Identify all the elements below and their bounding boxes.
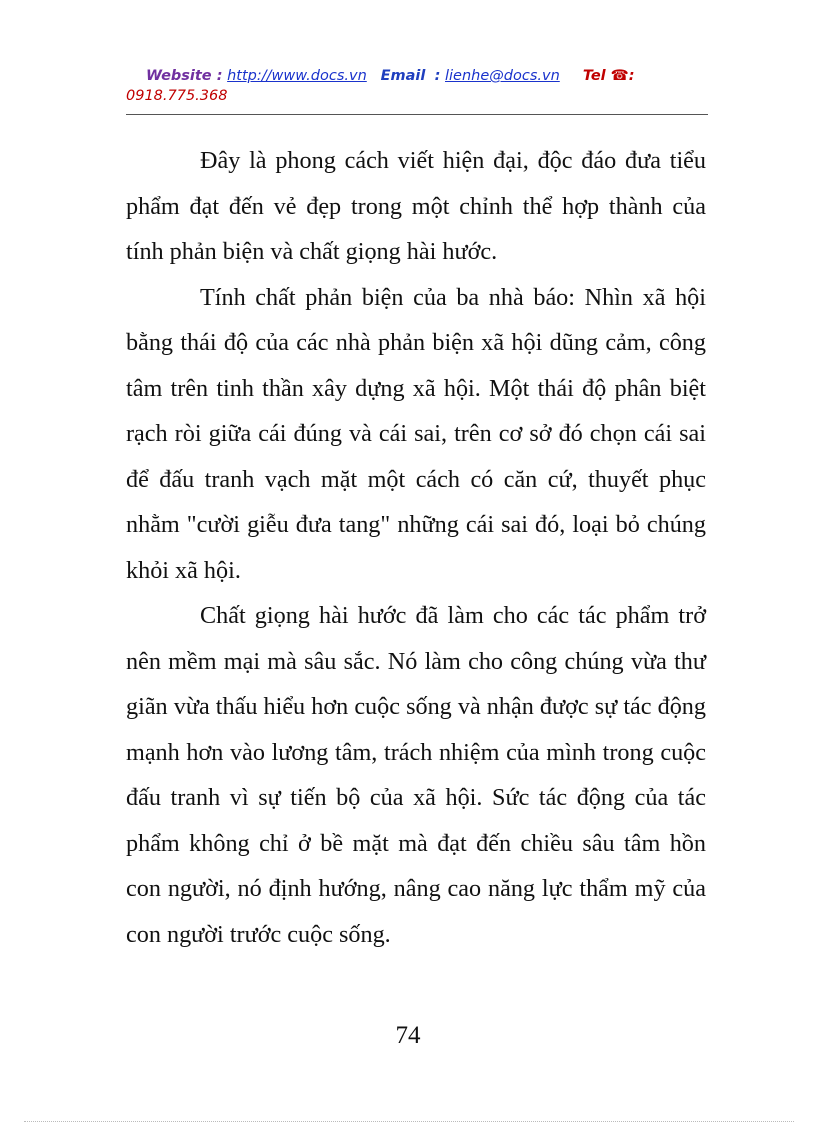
email-link[interactable]: lienhe@docs.vn xyxy=(445,68,560,84)
page-bottom-divider xyxy=(24,1121,794,1122)
page-number: 74 xyxy=(395,1022,421,1049)
header-divider xyxy=(126,114,708,115)
header-contact-line xyxy=(126,66,708,86)
tel-label: Tel ☎: xyxy=(582,68,635,84)
body-text xyxy=(126,138,706,957)
email-label: Email xyxy=(380,68,426,84)
page-header xyxy=(126,66,708,106)
paragraph-3: Chất giọng hài hước đã làm cho các tác phẩm trở nên mềm mại mà sâu sắc. Nó làm cho công chúng vừa thư giãn vừa thấu hiểu hơn cuộc sống và nhận được sự tác động mạnh hơn vào lương tâm, trách nhiệm của mình trong cuộc đấu tranh vì sự tiến bộ của xã hội. Sức tác động của tác phẩm không chỉ ở bề mặt mà đạt đến chiều sâu tâm hồn con người, nó định hướng, nâng cao năng lực thẩm mỹ của con người trước cuộc sống. xyxy=(126,602,706,948)
website-link[interactable]: http://www.docs.vn xyxy=(227,68,367,84)
email-separator: : xyxy=(434,68,441,84)
paragraph-2: Tính chất phản biện của ba nhà báo: Nhìn xã hội bằng thái độ của các nhà phản biện xã hội dũng cảm, công tâm trên tinh thần xây dựng xã hội. Một thái độ phân biệt rạch ròi giữa cái đúng và cái sai, trên cơ sở đó chọn cái sai để đấu tranh vạch mặt một cách có căn cứ, thuyết phục nhằm "cười giễu đưa tang" những cái sai đó, loại bỏ chúng khỏi xã hội. xyxy=(126,283,706,584)
paragraph-1: Đây là phong cách viết hiện đại, độc đáo đưa tiểu phẩm đạt đến vẻ đẹp trong một chỉnh thể hợp thành của tính phản biện và chất giọng hài hước. xyxy=(126,147,706,265)
website-label: Website : xyxy=(146,68,223,84)
phone-number: 0918.775.368 xyxy=(126,88,228,104)
